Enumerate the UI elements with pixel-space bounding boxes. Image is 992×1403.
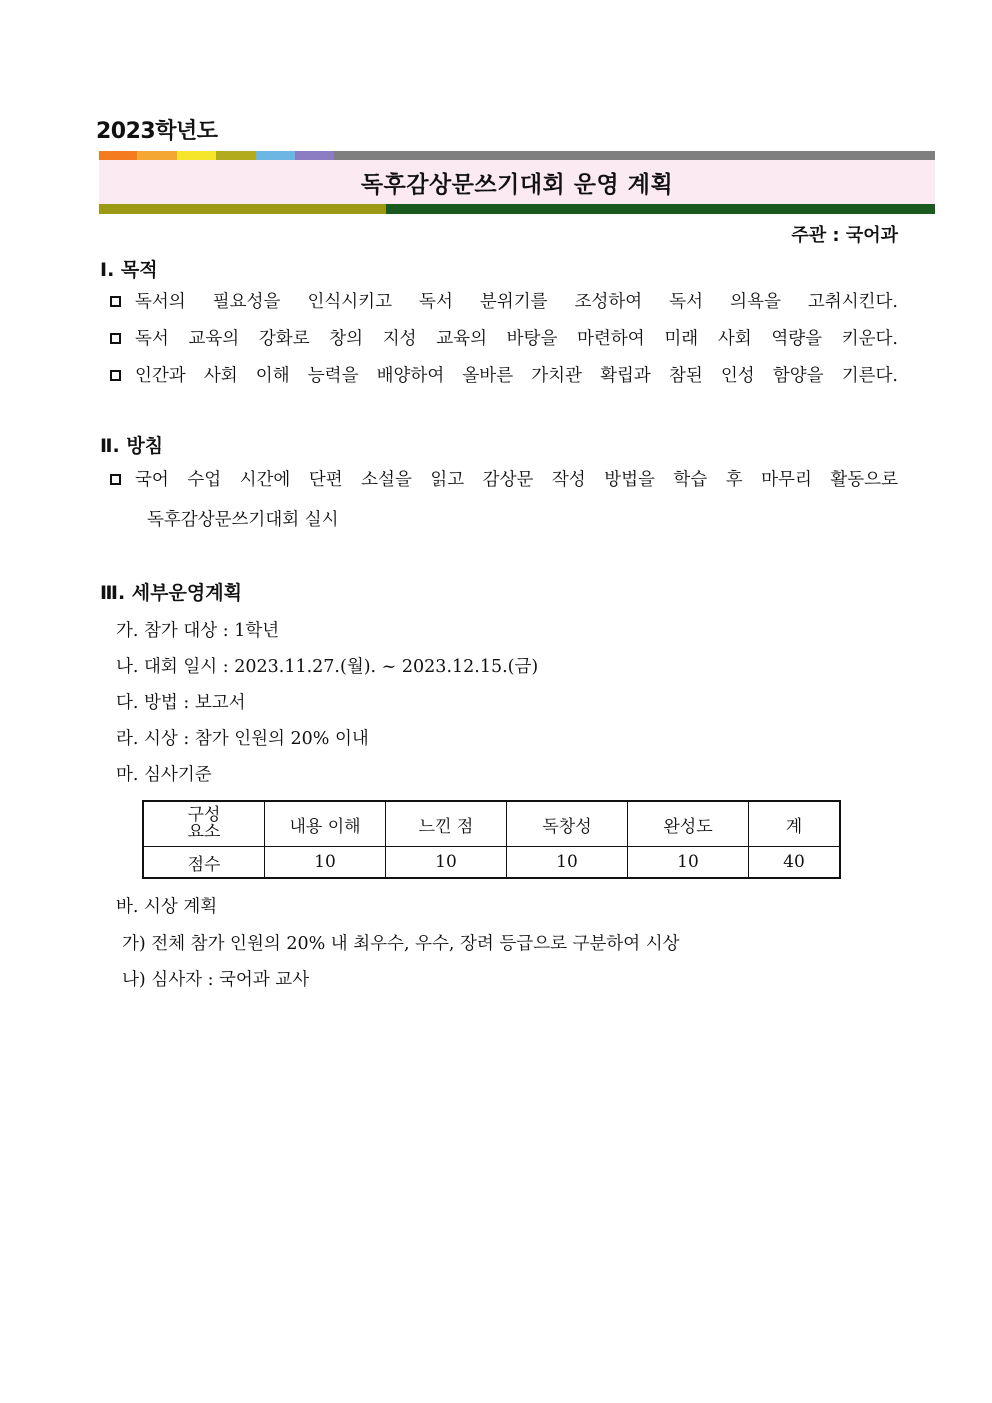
table-header-cell [143,801,265,847]
table-cell: 10 [628,847,749,879]
purpose-bullet-3 [110,358,898,394]
bar-segment-purple [295,151,334,160]
bullet-text: 독서 교육의 강화로 창의 지성 교육의 바탕을 마련하여 미래 사회 역량을 키운다. [135,329,898,349]
bar-segment-yellow [177,151,216,160]
table-cell: 10 [507,847,628,879]
bar-segment-olive-dark [99,204,386,214]
header-line-2: 요소 [187,822,221,842]
checkbox-bullet-icon [110,370,121,381]
host-department: 주관 : 국어과 [791,225,898,246]
detail-item-award-plan: 바. 시상 계획 [116,897,218,917]
table-header-row [143,801,840,847]
header-line-1: 구성 [187,805,221,825]
award-plan-line-2: 나) 심사자 : 국어과 교사 [122,970,310,990]
bar-segment-olive [216,151,256,160]
bar-segment-blue [256,151,295,160]
table-cell: 40 [749,847,841,879]
award-plan-line-1: 가) 전체 참가 인원의 20% 내 최우수, 우수, 장려 등급으로 구분하여 시상 [122,934,680,954]
bullet-text: 독서의 필요성을 인식시키고 독서 분위기를 조성하여 독서 의욕을 고취시킨다. [135,292,898,312]
bullet-text: 인간과 사회 이해 능력을 배양하여 올바른 가치관 확립과 참된 인성 함양을 기른다. [135,366,898,386]
section-heading-policy: Ⅱ. 방침 [100,435,164,457]
school-year: 2023학년도 [96,119,218,144]
bullet-text: 국어 수업 시간에 단편 소설을 읽고 감상문 작성 방법을 학습 후 마무리 활동으로 [135,470,898,490]
bottom-color-bar [99,204,935,214]
detail-item-award-ratio: 라. 시상 : 참가 인원의 20% 이내 [116,729,369,749]
checkbox-bullet-icon [110,333,121,344]
detail-item-participants: 가. 참가 대상 : 1학년 [116,621,280,641]
judging-criteria-table [142,800,841,879]
policy-bullet [110,462,898,498]
top-color-bar [99,151,935,160]
purpose-bullet-2 [110,321,898,357]
document-title: 독후감상문쓰기대회 운영 계획 [360,171,674,198]
table-header-cell: 독창성 [507,801,628,847]
bar-segment-green [386,204,935,214]
title-banner [99,160,935,204]
table-cell: 10 [265,847,386,879]
bar-segment-amber [137,151,177,160]
section-heading-details: Ⅲ. 세부운영계획 [100,582,242,604]
table-row-label: 점수 [143,847,265,879]
table-header-cell: 내용 이해 [265,801,386,847]
table-row [143,847,840,879]
section-heading-purpose: Ⅰ. 목적 [100,259,158,281]
checkbox-bullet-icon [110,474,121,485]
table-header-cell: 느낀 점 [386,801,507,847]
bar-segment-orange [99,151,137,160]
table-cell: 10 [386,847,507,879]
table-header-cell: 계 [749,801,841,847]
table-header-cell: 완성도 [628,801,749,847]
bar-segment-gray [334,151,935,160]
detail-item-method: 다. 방법 : 보고서 [116,693,246,713]
detail-item-schedule: 나. 대회 일시 : 2023.11.27.(월). ~ 2023.12.15.(금) [116,657,539,677]
checkbox-bullet-icon [110,296,121,307]
detail-item-criteria: 마. 심사기준 [116,765,212,785]
purpose-bullet-1 [110,284,898,320]
policy-bullet-continuation: 독후감상문쓰기대회 실시 [147,510,339,530]
